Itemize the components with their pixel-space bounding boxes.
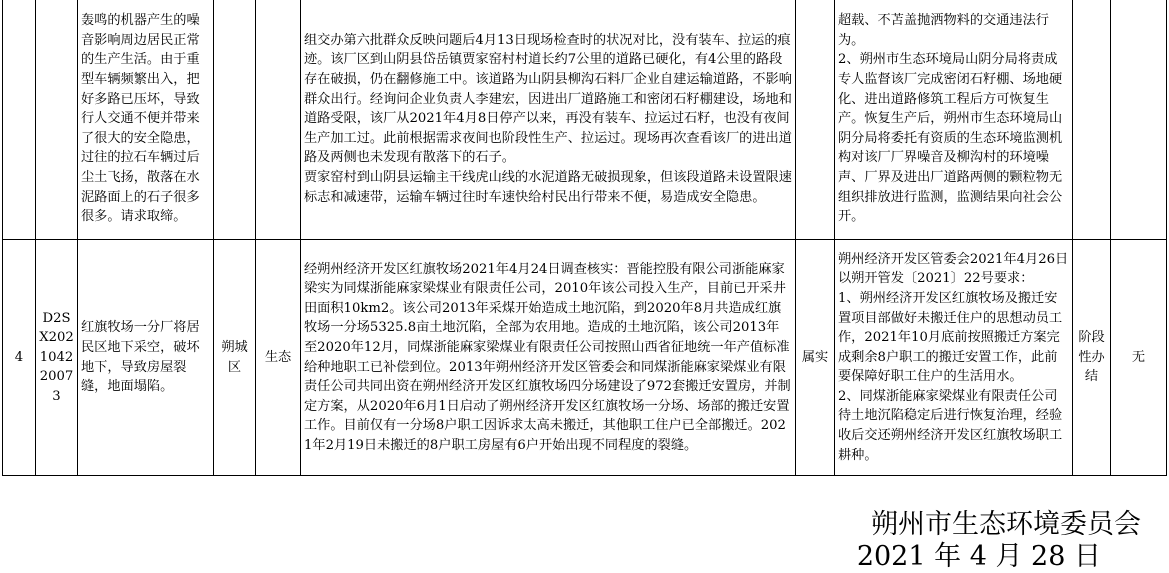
investigation-cell (301, 0, 796, 240)
row-no-cell (3, 0, 36, 240)
category: 生态 (256, 240, 301, 476)
table-row (3, 0, 1167, 240)
issue-description: 轰鸣的机器产生的噪音影响周边居民正常的生产生活。由于重型车辆频繁出入，把好多路已压坏，导致行人交通不便并带来了很大的安全隐患，过往的拉石车辆过后尘土飞扬，散落在水泥路面上的石子很多很多。请求取缔。 (78, 0, 214, 240)
handling-measures: 朔州经济开发区管委会2021年4月26日以朔开管发〔2021〕22号要求： 1、朔州经济开发区红旗牧场及搬迁安置项目部做好未搬迁住户的思想动员工作，2021年10月底前按照搬迁方案完成剩余8户职工的搬迁安置工作，此前要保障好职工住户的生活用水。 2、同煤浙能麻家梁煤业有限责任公司待土地沉陷稳定后进行恢复治理，经验收后交还朔州经济开发区红旗牧场职工耕种。 (835, 240, 1073, 476)
table-row (3, 240, 1167, 476)
row-number: 4 (3, 240, 36, 476)
case-code: D2SX202104220073 (36, 240, 78, 476)
issuing-organization: 朔州市生态环境委员会 (871, 509, 1141, 540)
row-code-cell (36, 0, 78, 240)
handling-measures: 超载、不苫盖抛洒物料的交通违法行为。 2、朔州市生态环境局山阴分局将责成专人监督该厂完成密闭石籽棚、场地硬化、进出道路修筑工程后方可恢复生产。恢复生产后，朔州市生态环境局山阴分局将委托有资质的生态环境监测机构对该厂厂界噪音及柳沟村的环境噪声、厂界及进出厂道路两侧的颗粒物无组织排放进行监测，监测结果向社会公开。 (835, 0, 1073, 240)
status-cell (1073, 0, 1111, 240)
investigation-paragraph-2: 贾家窑村到山阴县运输主干线虎山线的水泥道路无破损现象，但该段道路未设置限速标志和减速带，运输车辆过往时车速快给村民出行带来不便，易造成安全隐患。 (304, 169, 792, 205)
verdict: 属实 (796, 240, 835, 476)
district: 朔城区 (214, 240, 256, 476)
investigation-paragraph-1: 组交办第六批群众反映问题后4月13日现场检查时的状况对比，没有装车、拉运的痕迹。该厂区到山阴县岱岳镇贾家窑村村道长约7公里的道路已硬化，有4公里的路段存在破损，仍在翻修施工中。该道路为山阴县柳沟石料厂企业自建运输道路，不影响群众出行。经询问企业负责人李建宏，因进出厂道路施工和密闭石籽棚建设，场地和道路受限，该厂从2021年4月8日停产以来，再没有装车、拉运过石籽，也没有夜间生产加工过。此前根据需求夜间也阶段性生产、拉运过。现场再次查看该厂的进出道路及两侧也未发现有散落下的石子。 (304, 32, 792, 166)
investigation-text: 经朔州经济开发区红旗牧场2021年4月24日调查核实：晋能控股有限公司浙能麻家梁实为同煤浙能麻家梁煤业有限责任公司，2010年该公司投入生产，目前已开采井田面积10km2。该公司2013年采煤开始造成土地沉陷，到2020年8月共造成红旗牧场一分场5325.8亩土地沉陷，全部为农用地。造成的土地沉陷，该公司2013年至2020年12月，同煤浙能麻家梁煤业有限责任公司按照山西省征地统一年产值标准给种地职工已补偿到位。2013年朔州经济开发区管委会和同煤浙能麻家梁煤业有限责任公司共同出资在朔州经济开发区红旗牧场四分场建设了972套搬迁安置房，并制定方案，从2020年6月1日启动了朔州经济开发区红旗牧场一分场、场部的搬迁安置工作。目前仅有一分场8户职工因诉求太高未搬迁，其他职工住户已全部搬迁。2021年2月19日未搬迁的8户职工房屋有6户开始出现不同程度的裂缝。 (301, 240, 796, 476)
note-cell (1111, 0, 1167, 240)
district-cell (214, 0, 256, 240)
note: 无 (1111, 240, 1167, 476)
issue-date: 2021 年 4 月 28 日 (856, 541, 1101, 572)
issues-table (2, 0, 1167, 476)
category-cell (256, 0, 301, 240)
issue-description: 红旗牧场一分厂将居民区地下采空，破坏地下，导致房屋裂缝，地面塌陷。 (78, 240, 214, 476)
verdict-cell (796, 0, 835, 240)
status: 阶段性办结 (1073, 240, 1111, 476)
